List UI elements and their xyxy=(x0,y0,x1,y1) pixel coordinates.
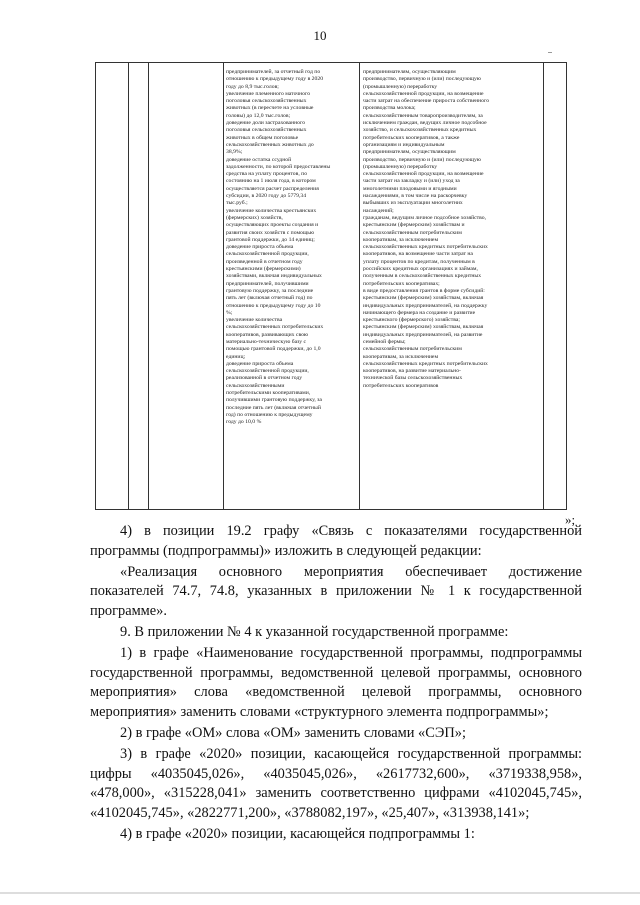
table-cell-line: насаждениями, в том числе на раскорчевку xyxy=(363,193,468,200)
table-divider xyxy=(223,63,224,509)
table-cell-line: крестьянским (фермерским) хозяйствам, включая xyxy=(363,324,484,331)
table-cell-line: сельскохозяйственной продукции, xyxy=(226,368,309,375)
table-cell-line: гражданам, ведущим личное подсобное хозяйство, xyxy=(363,214,487,221)
table-cell-line: индивидуальных предпринимателей, на развитие xyxy=(363,331,483,338)
table-cell-line: производство, первичную и (или) последующую xyxy=(363,76,482,83)
document-body xyxy=(90,522,582,846)
paragraph: 2) в графе «ОМ» слова «ОМ» заменить словами «СЭП»; xyxy=(120,724,466,741)
scan-edge xyxy=(0,892,640,894)
table-cell-line: производство, первичную и (или) последующую xyxy=(363,156,482,163)
table-cell-line: уплату процентов по кредитам, полученным в xyxy=(363,258,475,265)
page-number: 10 xyxy=(313,28,327,43)
table-cell-line: организациям и индивидуальным xyxy=(363,141,445,148)
table-cell-line: потребительскими кооперативами, xyxy=(226,390,311,397)
table-cell-line: кооперативов, развивающих свою xyxy=(226,331,309,338)
table-cell-line: предпринимателям, осуществляющим xyxy=(363,69,456,75)
table-cell-line: средства на уплату процентов, по xyxy=(226,171,308,178)
table-cell-line: доведение доли застрахованного xyxy=(226,120,306,127)
table-cell-line: головы) до 12,0 тыс.голов; xyxy=(226,112,291,119)
table-cell-line: многолетними плодовыми и ягодными xyxy=(363,185,457,192)
table-cell-line: производства молока; xyxy=(363,105,416,112)
table-cell-line: кооперативам, за исключением xyxy=(363,353,439,360)
table-cell-line: помощью грантовой поддержки, до 1,0 xyxy=(226,346,321,353)
table-cell-line: российских кредитных организациях и займам, xyxy=(363,266,478,273)
table-closing-quote: »; xyxy=(565,512,576,527)
table-cell-line: сельскохозяйственным потребительским xyxy=(363,346,462,353)
table-cell-line: грантовую поддержку, за последние xyxy=(226,287,314,294)
table-cell-line: (промышленную) переработку xyxy=(363,163,438,170)
table-cell-line: году до 10,0 % xyxy=(226,419,262,426)
table-cell-line: году до 8,9 тыс.голов; xyxy=(226,83,279,90)
table-cell-line: задолженности, по которой предоставлены xyxy=(226,163,331,170)
table-cell-line: сельскохозяйственных животных до xyxy=(226,141,314,148)
table-cell-line: единиц; xyxy=(226,353,246,360)
indicators-column xyxy=(226,69,354,427)
paragraph: 1) в графе «Наименование государственной программы, подпрограммы государственной программы, ведомственной целевой программы, основного мероприятия» слова «ведомственной целевой программы, основного мероприятия» заменить словами «структурного элемента подпрограммы»; xyxy=(90,644,582,721)
table-cell-line: сельскохозяйственной продукции, на возмещение xyxy=(363,171,484,178)
table-cell-line: сельскохозяйственным потребительским xyxy=(363,229,462,236)
table-cell-line: произведенной в отчетном году xyxy=(226,258,303,265)
table-cell-line: осуществляющих проекты создания и xyxy=(226,222,319,229)
table-cell-line: сельскохозяйственным товаропроизводителям, за xyxy=(363,112,483,119)
table-cell-line: год) по отношению к предыдущему xyxy=(226,411,313,418)
table-cell-line: (промышленную) переработку xyxy=(363,83,438,90)
table-cell-line: исключением граждан, ведущих личное подсобное xyxy=(363,120,487,127)
table-cell-line: тыс.руб.; xyxy=(226,200,248,207)
table-cell-line: кооперативам, за исключением xyxy=(363,236,439,243)
table-cell-line: хозяйство, и сельскохозяйственных кредитных xyxy=(363,127,477,134)
table-cell-line: насаждений; xyxy=(363,207,394,214)
table-cell-line: получившими грантовую поддержку, за xyxy=(226,397,322,404)
table-cell-line: семейной фермы; xyxy=(363,338,406,345)
table-cell-line: потребительских кооперативах; xyxy=(363,280,440,287)
table-cell-line: предпринимателям, осуществляющим xyxy=(363,149,456,156)
table-cell-line: предпринимателей, получившими xyxy=(226,280,309,287)
table-divider xyxy=(148,63,149,509)
table-cell-line: материально-техническую базу с xyxy=(226,338,307,345)
table-cell-line: части затрат на обеспечение прироста собственного xyxy=(363,98,490,105)
table-cell-line: потребительских кооперативов, а также xyxy=(363,134,460,141)
table-cell-line: субсидии, в 2020 году до 5779,34 xyxy=(226,193,307,200)
table-cell-line: начинающего фермера на создание и развитие xyxy=(363,309,476,316)
table-cell-line: сельскохозяйственной продукции, на возмещение xyxy=(363,90,484,97)
table-fragment xyxy=(95,62,567,510)
table-cell-line: крестьянским (фермерским) хозяйствам и xyxy=(363,222,465,229)
table-cell-line: полученным в сельскохозяйственных кредитных xyxy=(363,273,482,280)
paragraph: 4) в графе «2020» позиции, касающейся подпрограммы 1: xyxy=(120,825,475,842)
table-cell-line: увеличение племенного маточного xyxy=(226,90,311,97)
table-cell-line: состоянию на 1 июля года, в котором xyxy=(226,178,316,185)
table-cell-line: крестьянскими (фермерскими) xyxy=(226,266,301,273)
table-divider xyxy=(128,63,129,509)
measures-column xyxy=(363,69,549,390)
table-cell-line: увеличение количества xyxy=(226,317,283,324)
table-cell-line: грантовой поддержки, до 14 единиц; xyxy=(226,236,315,243)
table-cell-line: хозяйствами, включая индивидуальных xyxy=(226,273,322,280)
paragraph: 4) в позиции 19.2 графу «Связь с показателями государственной программы (подпрограммы)» изложить в следующей редакции: xyxy=(90,523,582,559)
table-cell-line: отношению к предыдущему году в 2020 xyxy=(226,76,324,83)
paragraph: 9. В приложении № 4 к указанной государственной программе: xyxy=(120,623,509,640)
table-cell-line: крестьянского (фермерского) хозяйства; xyxy=(363,317,460,324)
table-cell-line: кооперативов, на возмещение части затрат на xyxy=(363,251,473,258)
table-cell-line: сельскохозяйственных кредитных потребительских xyxy=(363,360,488,367)
table-cell-line: животных (в пересчете на условные xyxy=(226,105,314,112)
table-cell-line: доведение прироста объема xyxy=(226,244,294,251)
table-cell-line: сельскохозяйственной продукции, xyxy=(226,251,309,258)
paragraph: 3) в графе «2020» позиции, касающейся государственной программы: цифры «4035045,026», «4035045,026», «2617732,600», «3719338,958», «478,000», «315228,041» заменить соответственно цифрами «4102045,745», «4102045,745», «2822771,200», «3788082,197», «25,407», «313938,141»; xyxy=(90,745,582,822)
table-cell-line: выбывших из эксплуатации многолетних xyxy=(363,200,463,207)
table-cell-line: увеличение количества крестьянских xyxy=(226,207,317,214)
table-cell-line: поголовья сельскохозяйственных xyxy=(226,127,307,134)
table-cell-line: доведение остатка ссудной xyxy=(226,156,292,163)
table-cell-line: технической базы сельскохозяйственных xyxy=(363,375,463,382)
table-cell-line: развития своих хозяйств с помощью xyxy=(226,229,315,236)
table-cell-line: (фермерских) хозяйств, xyxy=(226,214,283,221)
table-cell-line: поголовья сельскохозяйственных xyxy=(226,98,307,105)
table-cell-line: пять лет (включая отчетный год) по xyxy=(226,295,313,302)
table-cell-line: сельскохозяйственных кредитных потребительских xyxy=(363,244,488,251)
table-cell-line: предпринимателей, за отчетный год по xyxy=(226,69,321,75)
table-cell-line: последние пять лет (включая отчетный xyxy=(226,404,321,411)
table-cell-line: осуществляется расчет распределения xyxy=(226,185,319,192)
table-cell-line: потребительских кооперативов xyxy=(363,382,439,389)
table-cell-line: крестьянским (фермерским) хозяйствам, включая xyxy=(363,295,484,302)
table-cell-line: 38,9%; xyxy=(226,149,243,156)
table-cell-line: части затрат на закладку и (или) уход за xyxy=(363,178,460,185)
table-cell-line: животных в общем поголовье xyxy=(226,134,299,141)
table-cell-line: доведение прироста объема xyxy=(226,360,294,367)
table-divider xyxy=(359,63,360,509)
table-cell-line: сельскохозяйственными xyxy=(226,382,285,389)
table-cell-line: кооперативов, на развитие материально- xyxy=(363,368,461,375)
table-cell-line: индивидуальных предпринимателей, на поддержку xyxy=(363,302,488,309)
table-cell-line: реализованной в отчетном году xyxy=(226,375,303,382)
table-cell-line: %; xyxy=(226,309,233,316)
scan-mark xyxy=(548,52,552,53)
table-cell-line: в виде предоставления грантов в форме субсидий: xyxy=(363,287,485,294)
paragraph: «Реализация основного мероприятия обеспечивает достижение показателей 74.7, 74.8, указанных в приложении № 1 к государственной программе». xyxy=(90,563,582,620)
table-cell-line: отношению к предыдущему году до 10 xyxy=(226,302,321,309)
table-cell-line: сельскохозяйственных потребительских xyxy=(226,324,324,331)
